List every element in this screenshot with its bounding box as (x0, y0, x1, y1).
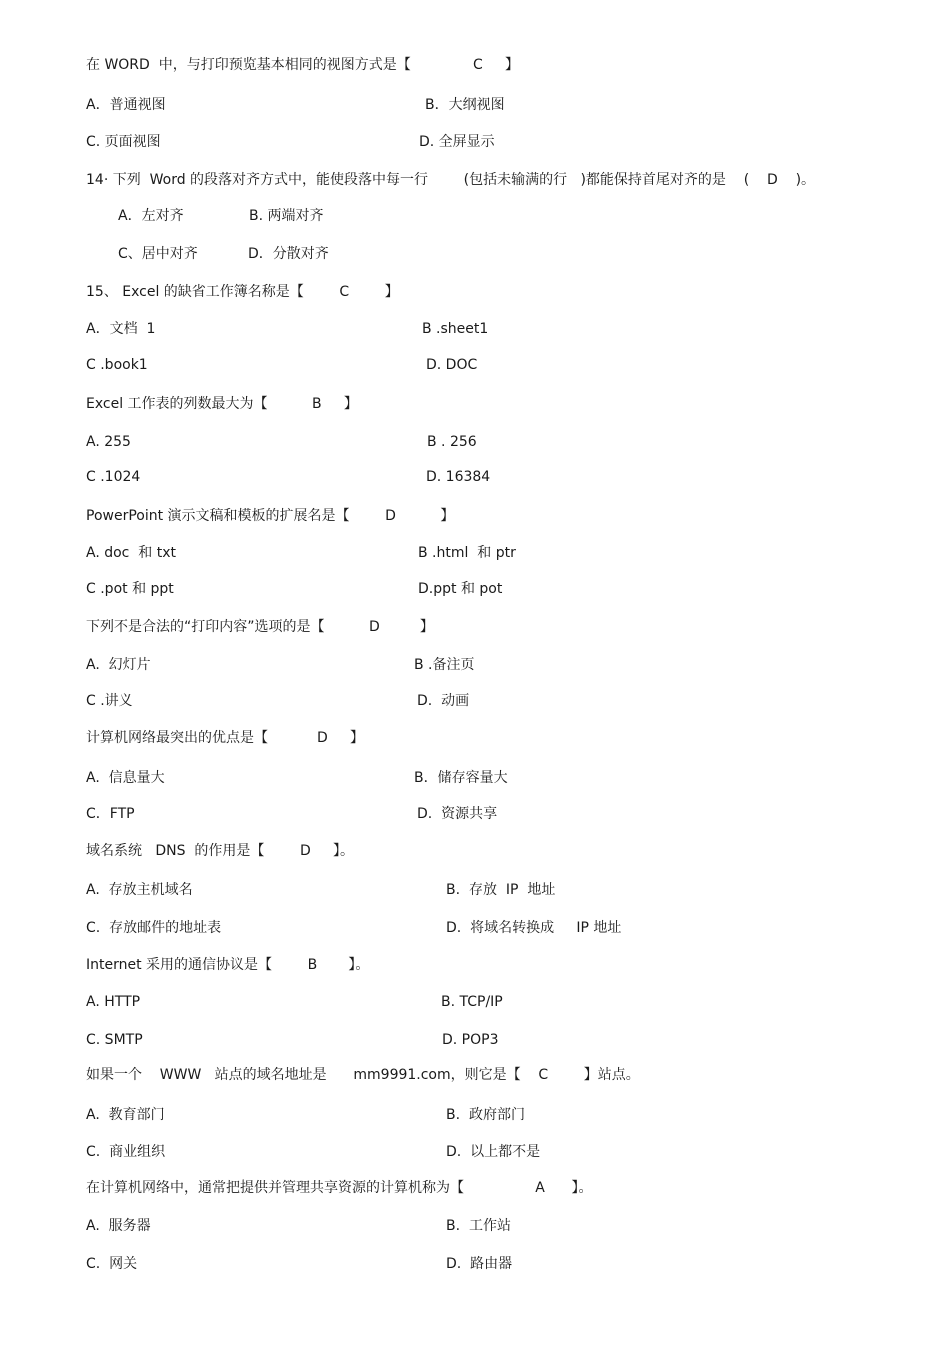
option-a: A. 服务器 (86, 1218, 151, 1234)
option-b: B. 政府部门 (446, 1107, 525, 1123)
option-a: A. 存放主机域名 (86, 882, 193, 898)
option-c: C、居中对齐 (118, 246, 198, 262)
option-d: D. 16384 (426, 469, 491, 485)
question-stem: 下列不是合法的“打印内容”选项的是【 D 】 (86, 619, 434, 635)
option-b: B. 两端对齐 (249, 208, 324, 224)
option-b: B. 存放 IP 地址 (446, 882, 556, 898)
option-c: C. 商业组织 (86, 1144, 166, 1160)
option-d: D. 路由器 (446, 1256, 513, 1272)
option-b: B . 256 (427, 434, 477, 450)
question-stem: Excel 工作表的列数最大为【 B 】 (86, 396, 358, 412)
option-d: D. 以上都不是 (446, 1144, 541, 1160)
option-c: C. 网关 (86, 1256, 138, 1272)
option-d: D. 全屏显示 (419, 134, 495, 150)
option-d: D. POP3 (442, 1032, 499, 1048)
option-c: C. 页面视图 (86, 134, 161, 150)
option-b: B．大纲视图 (425, 97, 505, 113)
option-c: C．FTP (86, 806, 135, 822)
option-b: B. 工作站 (446, 1218, 511, 1234)
option-b: B .sheet1 (422, 321, 489, 337)
option-c: C .讲义 (86, 693, 133, 709)
question-stem: 如果一个 WWW 站点的域名地址是 mm9991.com，则它是【 C 】站点。 (86, 1067, 640, 1083)
option-d: D. 资源共享 (417, 806, 498, 822)
question-stem: 计算机网络最突出的优点是【 D 】 (86, 730, 364, 746)
question-stem: 域名系统 DNS 的作用是【 D 】。 (86, 843, 355, 859)
option-b: B .html 和 ptr (418, 545, 516, 561)
option-a: A. 255 (86, 434, 131, 450)
option-c: C .1024 (86, 469, 141, 485)
option-c: C. SMTP (86, 1032, 143, 1048)
question-stem: 在计算机网络中，通常把提供并管理共享资源的计算机称为【 A 】。 (86, 1180, 593, 1196)
question-stem: 15、 Excel 的缺省工作簿名称是【 C 】 (86, 284, 399, 300)
question-stem: PowerPoint 演示文稿和模板的扩展名是【 D 】 (86, 508, 455, 524)
option-c: C .pot 和 ppt (86, 581, 174, 597)
option-d: D. 将域名转换成 IP 地址 (446, 920, 622, 936)
option-a: A. 幻灯片 (86, 657, 151, 673)
option-d: D．分散对齐 (248, 246, 329, 262)
option-a: A．左对齐 (118, 208, 184, 224)
option-a: A．普通视图 (86, 97, 166, 113)
option-a: A. doc 和 txt (86, 545, 176, 561)
option-a: A. 教育部门 (86, 1107, 165, 1123)
option-b: B. TCP/IP (441, 994, 503, 1010)
question-stem: Internet 采用的通信协议是【 B 】。 (86, 957, 370, 973)
option-a: A. 信息量大 (86, 770, 165, 786)
question-stem: 14· 下列 Word 的段落对齐方式中，能使段落中每一行 (包括未输满的行 )都能保持首尾对齐的是 ( D )。 (86, 172, 816, 188)
option-c: C .book1 (86, 357, 148, 373)
question-stem: 在 WORD 中，与打印预览基本相同的视图方式是【 C 】 (86, 57, 520, 73)
option-b: B .备注页 (414, 657, 475, 673)
option-d: D.ppt 和 pot (418, 581, 503, 597)
option-b: B．储存容量大 (414, 770, 508, 786)
option-a: A．文档 1 (86, 321, 156, 337)
option-d: D. 动画 (417, 693, 470, 709)
option-a: A. HTTP (86, 994, 141, 1010)
option-c: C. 存放邮件的地址表 (86, 920, 222, 936)
option-d: D. DOC (426, 357, 478, 373)
